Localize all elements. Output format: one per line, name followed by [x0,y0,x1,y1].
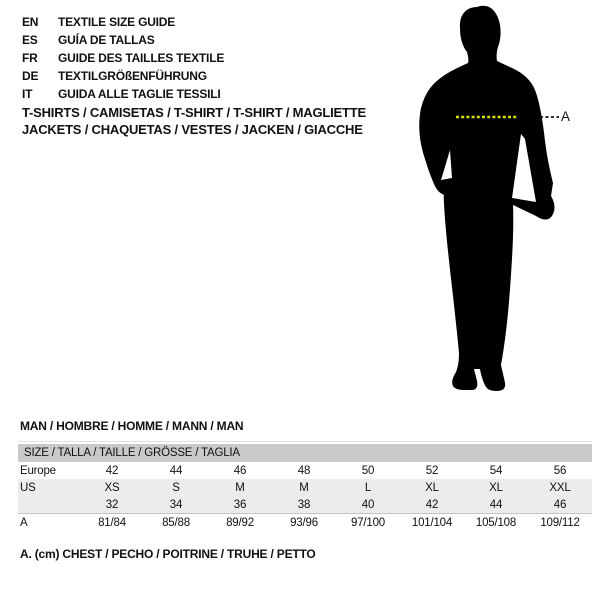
measure-label-a: A [561,109,571,124]
table-cell: 54 [489,464,503,477]
language-title: GUÍA DE TALLAS [58,33,155,47]
table-cell: 105/108 [475,516,517,529]
language-code: ES [22,33,38,47]
table-cell: 44 [169,464,183,477]
table-cell: S [172,481,180,494]
table-cell: L [364,481,372,494]
table-cell: 50 [361,464,375,477]
language-row [22,31,224,49]
garment-line-jackets: JACKETS / CHAQUETAS / VESTES / JACKEN / GIACCHE [22,122,363,137]
table-cell: M [235,481,245,494]
language-title: GUIDA ALLE TAGLIE TESSILI [58,87,221,101]
table-cell: 93/96 [290,516,318,529]
table-cell: 85/88 [162,516,190,529]
table-cell: XS [104,481,120,494]
table-cell: 46 [553,498,567,511]
table-cell: 52 [425,464,439,477]
table-cell: 46 [233,464,247,477]
language-title: GUIDE DES TAILLES TEXTILE [58,51,225,65]
size-table-header: SIZE / TALLA / TAILLE / GRÖSSE / TAGLIA [18,444,592,462]
table-row-chest-a [18,514,592,531]
table-row-numeric [18,496,592,514]
arm-body-gap-left [441,150,452,180]
table-cell: 36 [233,498,247,511]
section-title-man: MAN / HOMBRE / HOMME / MANN / MAN [20,419,244,433]
table-cell: 109/112 [540,516,580,529]
row-label: Europe [20,464,56,477]
language-row [22,85,224,103]
arm-body-gap-right [512,134,536,202]
table-cell: XL [425,481,439,494]
measurement-footnote: A. (cm) CHEST / PECHO / POITRINE / TRUHE / PETTO [20,547,316,561]
garment-line-tshirts: T-SHIRTS / CAMISETAS / T-SHIRT / T-SHIRT / MAGLIETTE [22,105,366,120]
table-cell: 81/84 [98,516,126,529]
row-label: A [20,516,28,529]
table-cell: XL [489,481,503,494]
table-row-us [18,479,592,496]
table-cell: 40 [361,498,375,511]
table-cell: 32 [105,498,119,511]
language-code: EN [22,15,39,29]
table-cell: M [299,481,309,494]
language-row [22,67,224,85]
language-code: IT [22,87,33,101]
man-silhouette [419,6,554,391]
table-cell: 42 [105,464,119,477]
table-cell: 44 [489,498,503,511]
table-cell: XXL [549,481,571,494]
table-cell: 48 [297,464,311,477]
language-title: TEXTILGRÖßENFÜHRUNG [58,69,207,83]
size-table [18,441,592,531]
language-row [22,49,224,67]
row-label: US [20,481,36,494]
garment-type-lines [22,104,366,138]
language-title: TEXTILE SIZE GUIDE [58,15,176,29]
table-cell: 89/92 [226,516,254,529]
table-cell: 42 [425,498,439,511]
table-cell: 97/100 [351,516,385,529]
language-row [22,13,224,31]
language-title-list [22,13,224,103]
table-top-rule [18,441,592,442]
language-code: FR [22,51,38,65]
language-code: DE [22,69,39,83]
table-cell: 34 [169,498,183,511]
table-cell: 56 [553,464,567,477]
table-cell: 38 [297,498,311,511]
table-cell: 101/104 [411,516,453,529]
table-row-europe [18,462,592,479]
